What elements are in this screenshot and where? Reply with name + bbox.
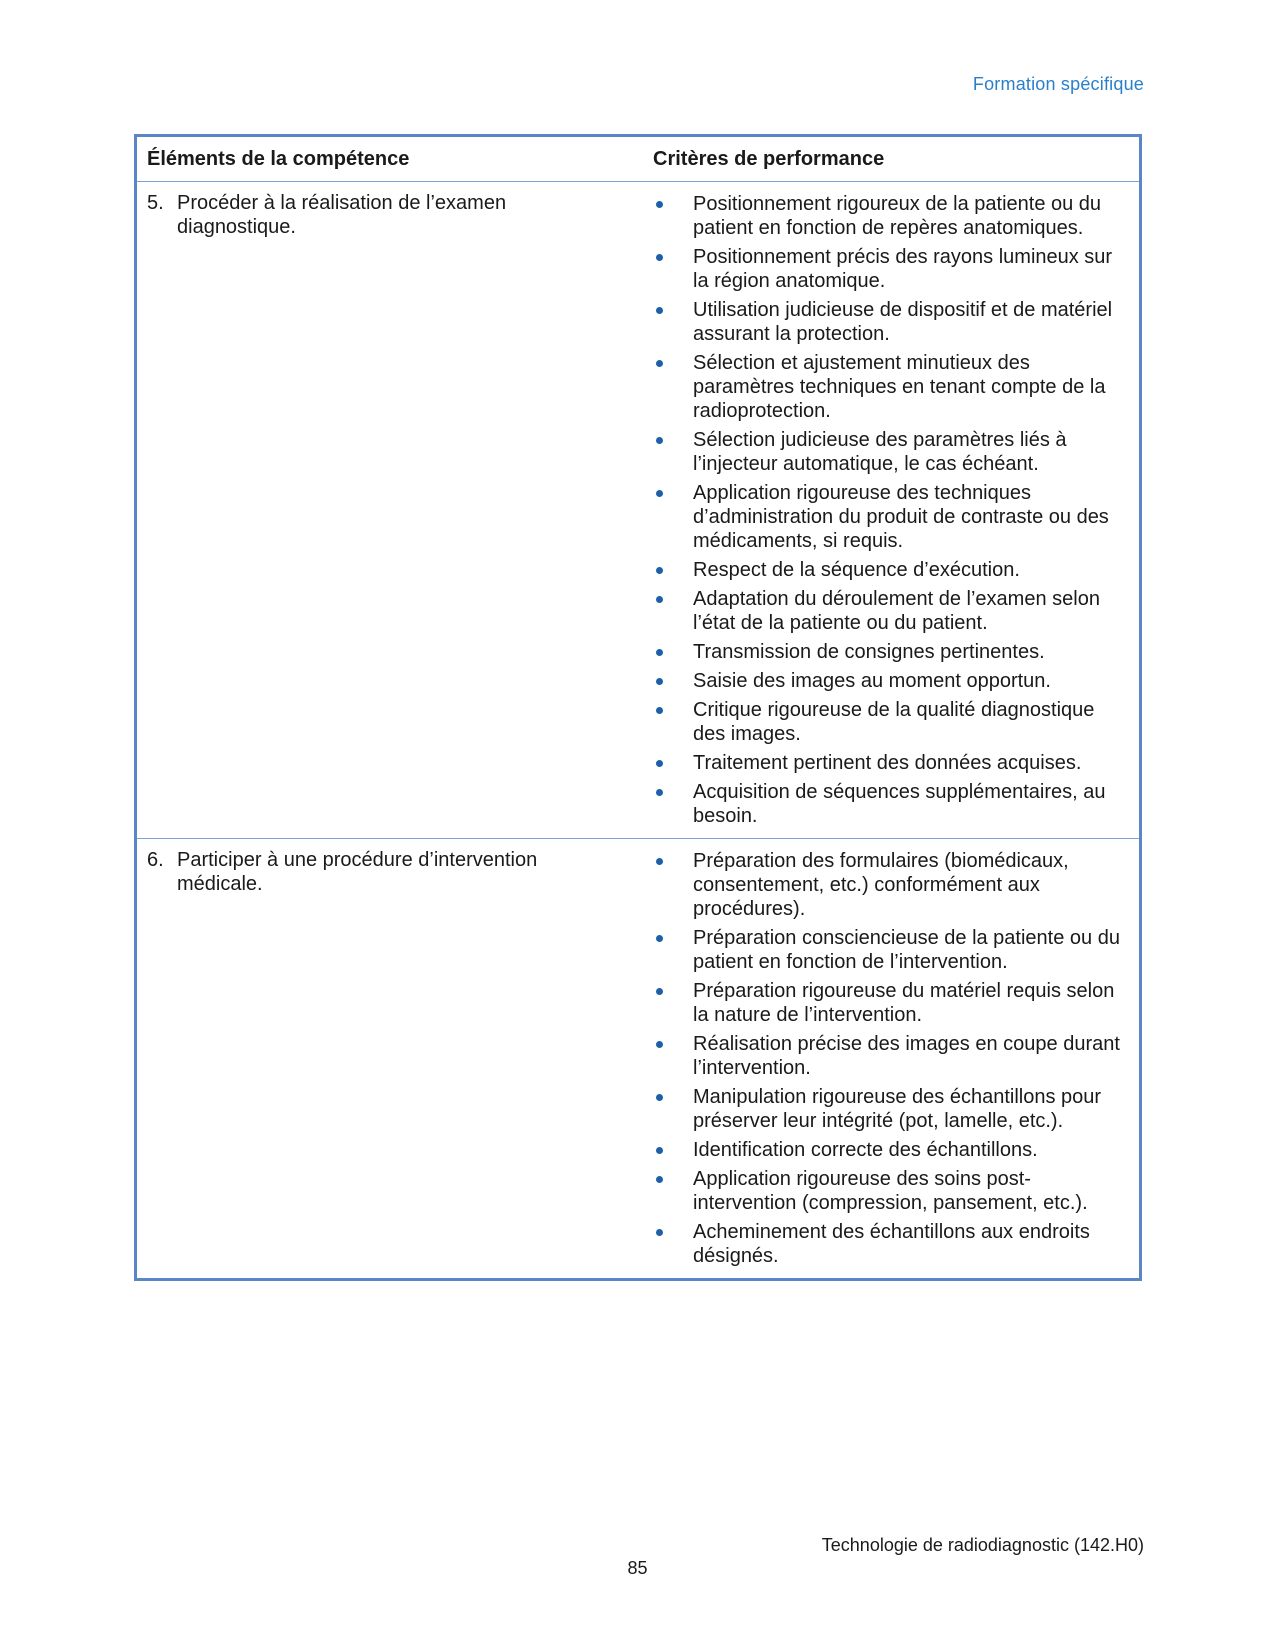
bullet-icon: [653, 481, 693, 553]
criteria-text: Application rigoureuse des soins post-intervention (compression, pansement, etc.).: [693, 1168, 1088, 1214]
criteria-list: [653, 182, 1129, 838]
running-footer: Technologie de radiodiagnostic (142.H0): [821, 1535, 1144, 1555]
bullet-icon: [653, 751, 693, 775]
criteria-item: [653, 669, 1129, 693]
criteria-item: [653, 1085, 1129, 1133]
bullet-icon: [653, 1032, 693, 1080]
criteria-text: Respect de la séquence d’exécution.: [693, 559, 1020, 581]
criteria-text: Acheminement des échantillons aux endroits désignés.: [693, 1221, 1090, 1267]
bullet-icon: [653, 351, 693, 423]
bullet-icon: [653, 245, 693, 293]
element-text: Procéder à la réalisation de l’examen diagnostique.: [177, 192, 507, 238]
criteria-item: [653, 849, 1129, 921]
bullet-icon: [653, 192, 693, 240]
criteria-item: [653, 558, 1129, 582]
criteria-item: [653, 751, 1129, 775]
table-row: [137, 181, 1139, 838]
criteria-text: Positionnement précis des rayons lumineux sur la région anatomique.: [693, 246, 1113, 292]
column-header-criteria: Critères de performance: [653, 147, 885, 170]
bullet-icon: [653, 669, 693, 693]
criteria-text: Critique rigoureuse de la qualité diagnostique des images.: [693, 699, 1095, 745]
bullet-icon: [653, 298, 693, 346]
bullet-icon: [653, 698, 693, 746]
criteria-list: [653, 839, 1129, 1278]
bullet-icon: [653, 849, 693, 921]
criteria-item: [653, 979, 1129, 1027]
table-row: [137, 838, 1139, 1278]
criteria-item: [653, 1032, 1129, 1080]
page-number: 85: [627, 1558, 648, 1578]
criteria-text: Utilisation judicieuse de dispositif et de matériel assurant la protection.: [693, 299, 1113, 345]
criteria-item: [653, 192, 1129, 240]
criteria-text: Traitement pertinent des données acquises.: [693, 752, 1082, 774]
competence-element: [147, 839, 639, 896]
criteria-text: Réalisation précise des images en coupe durant l’intervention.: [693, 1033, 1120, 1079]
criteria-text: Application rigoureuse des techniques d’administration du produit de contraste ou des médicaments, si requis.: [693, 482, 1109, 552]
criteria-item: [653, 587, 1129, 635]
criteria-item: [653, 481, 1129, 553]
criteria-item: [653, 351, 1129, 423]
bullet-icon: [653, 1085, 693, 1133]
criteria-text: Positionnement rigoureux de la patiente ou du patient en fonction de repères anatomiques.: [693, 193, 1102, 239]
criteria-text: Préparation rigoureuse du matériel requis selon la nature de l’intervention.: [693, 980, 1115, 1026]
criteria-text: Sélection judicieuse des paramètres liés à l’injecteur automatique, le cas échéant.: [693, 429, 1067, 475]
criteria-item: [653, 298, 1129, 346]
criteria-text: Préparation consciencieuse de la patiente ou du patient en fonction de l’intervention.: [693, 927, 1120, 973]
criteria-item: [653, 1220, 1129, 1268]
bullet-icon: [653, 780, 693, 828]
criteria-text: Manipulation rigoureuse des échantillons pour préserver leur intégrité (pot, lamelle, etc.).: [693, 1086, 1102, 1132]
criteria-item: [653, 428, 1129, 476]
element-number: 5.: [147, 192, 164, 214]
element-text: Participer à une procédure d’intervention médicale.: [177, 849, 538, 895]
bullet-icon: [653, 979, 693, 1027]
criteria-item: [653, 1138, 1129, 1162]
criteria-text: Préparation des formulaires (biomédicaux, consentement, etc.) conformément aux procédures).: [693, 850, 1069, 920]
criteria-text: Adaptation du déroulement de l’examen selon l’état de la patiente ou du patient.: [693, 588, 1100, 634]
competence-table: [134, 134, 1142, 1281]
element-number: 6.: [147, 849, 164, 871]
criteria-item: [653, 926, 1129, 974]
bullet-icon: [653, 558, 693, 582]
criteria-item: [653, 1167, 1129, 1215]
criteria-text: Saisie des images au moment opportun.: [693, 670, 1051, 692]
bullet-icon: [653, 926, 693, 974]
criteria-text: Transmission de consignes pertinentes.: [693, 641, 1045, 663]
criteria-item: [653, 780, 1129, 828]
criteria-text: Sélection et ajustement minutieux des paramètres techniques en tenant compte de la radioprotection.: [693, 352, 1106, 422]
bullet-icon: [653, 1220, 693, 1268]
criteria-text: Identification correcte des échantillons.: [693, 1139, 1038, 1161]
criteria-text: Acquisition de séquences supplémentaires, au besoin.: [693, 781, 1106, 827]
table-header-row: [137, 137, 1139, 181]
criteria-item: [653, 698, 1129, 746]
column-header-elements: Éléments de la compétence: [147, 147, 410, 170]
bullet-icon: [653, 640, 693, 664]
criteria-item: [653, 245, 1129, 293]
competence-element: [147, 182, 639, 239]
bullet-icon: [653, 1138, 693, 1162]
bullet-icon: [653, 587, 693, 635]
criteria-item: [653, 640, 1129, 664]
bullet-icon: [653, 428, 693, 476]
bullet-icon: [653, 1167, 693, 1215]
running-header: Formation spécifique: [972, 74, 1144, 94]
